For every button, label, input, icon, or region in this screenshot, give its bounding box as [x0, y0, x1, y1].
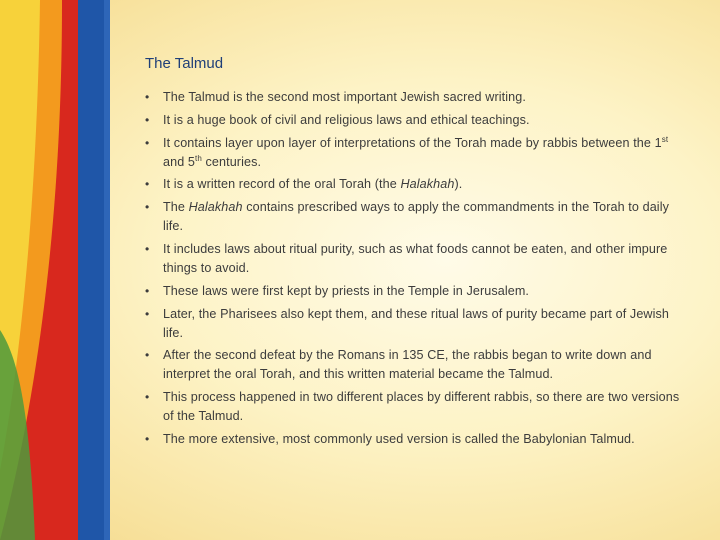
bullet-item: • These laws were first kept by priests in the Temple in Jerusalem. [145, 282, 690, 301]
bullet-dot-icon: • [145, 348, 150, 363]
bullet-item: • This process happened in two different places by different rabbis, so there are two versions of the Talmud. [145, 390, 680, 424]
bullet-item: • It contains layer upon layer of interpretations of the Torah made by rabbis between the 1st and 5th centuries. [145, 134, 669, 169]
bullet-dot-icon: • [145, 177, 150, 192]
bullet-item: • After the second defeat by the Romans in 135 CE, the rabbis began to write down and interpret the oral Torah, and this written material became the Talmud. [145, 348, 652, 382]
bullet-item: • The Halakhah contains prescribed ways to apply the commandments in the Torah to daily life. [145, 200, 670, 234]
bullet-item: • The more extensive, most commonly used version is called the Babylonian Talmud. [145, 430, 690, 449]
deco-edge-line [104, 0, 110, 540]
bullet-dot-icon: • [145, 200, 150, 215]
bullet-dot-icon: • [145, 390, 150, 405]
slide-title: The Talmud [145, 55, 224, 72]
bullet-item: • The Talmud is the second most important Jewish sacred writing. [145, 88, 690, 107]
decorative-color-bands [0, 0, 110, 540]
bullet-item: • Later, the Pharisees also kept them, and these ritual laws of purity became part of Jewish life. [145, 306, 670, 340]
bullet-item: • It is a huge book of civil and religious laws and ethical teachings. [145, 111, 690, 130]
bullet-list [145, 88, 690, 453]
bullet-dot-icon: • [145, 135, 150, 150]
bullet-dot-icon: • [145, 431, 150, 446]
bullet-dot-icon: • [145, 90, 150, 104]
bullet-item: • It is a written record of the oral Torah (the Halakhah). [145, 175, 690, 194]
bullet-dot-icon: • [145, 283, 150, 298]
bullet-dot-icon: • [145, 241, 150, 256]
bullet-dot-icon: • [145, 306, 150, 321]
bullet-item: • It includes laws about ritual purity, such as what foods cannot be eaten, and other impure things to avoid. [145, 241, 668, 275]
bullet-dot-icon: • [145, 112, 150, 127]
